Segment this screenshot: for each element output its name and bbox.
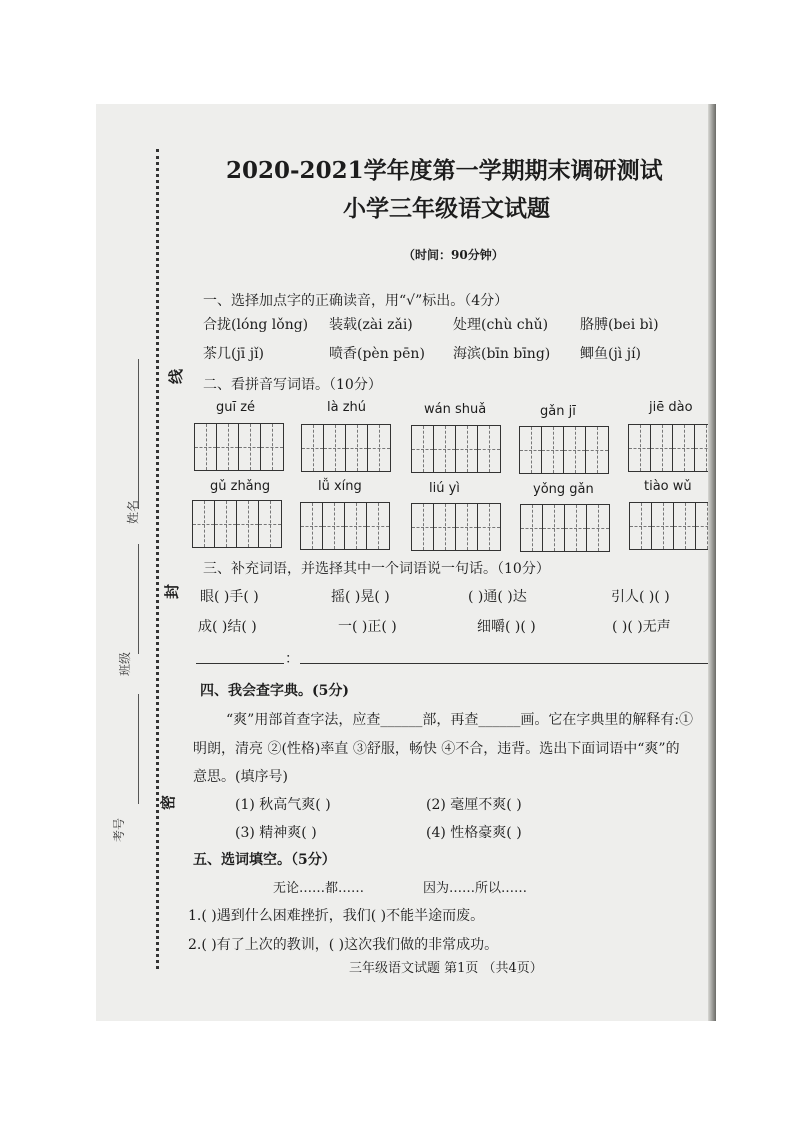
exam-time: （时间：90分钟） <box>403 248 504 262</box>
q1-item: 茶几(jī jǐ) <box>203 346 265 362</box>
q1-item: 处理(chù chǔ) <box>453 317 549 333</box>
pinyin-prompt: là zhú <box>327 400 367 415</box>
q5-line: 1.( )遇到什么困难挫折，我们( )不能半途而废。 <box>188 908 485 924</box>
colon: ： <box>285 651 299 667</box>
exam-subtitle: 小学三年级语文试题 <box>343 195 550 222</box>
writing-grid[interactable] <box>300 502 390 550</box>
q4-item: (4) 性格豪爽( ) <box>426 825 522 841</box>
q1-item: 喷香(pèn pēn) <box>329 346 425 362</box>
name-fill-line <box>138 359 139 509</box>
writing-grid[interactable] <box>194 423 284 471</box>
exam-no-fill-line <box>138 694 139 804</box>
pinyin-prompt: lǚ xíng <box>318 479 362 494</box>
pinyin-prompt: tiào wǔ <box>644 479 692 494</box>
q4-item: (3) 精神爽( ) <box>235 825 317 841</box>
pinyin-prompt: guī zé <box>216 400 256 415</box>
q5-option: 因为……所以…… <box>423 881 528 896</box>
class-label: 班级 <box>118 651 132 676</box>
q5-option: 无论……都…… <box>273 881 365 896</box>
q1-item: 鲫鱼(jì jí) <box>580 346 642 362</box>
writing-grid[interactable] <box>628 424 715 472</box>
writing-grid[interactable] <box>411 503 501 551</box>
q3-blank-item: 引人( )( ) <box>611 589 670 605</box>
exam-title: 2020-2021学年度第一学期期末调研测试 <box>226 157 663 184</box>
exam-no-label: 考号 <box>112 817 126 842</box>
pinyin-prompt: liú yì <box>429 481 460 496</box>
q4-item: (1) 秋高气爽( ) <box>235 797 331 813</box>
seal-mark-mi: 密 <box>159 794 178 811</box>
seal-mark-feng: 封 <box>163 583 182 600</box>
q3-blank-item: 一( )正( ) <box>338 619 397 635</box>
writing-grid[interactable] <box>192 500 282 548</box>
q5-line: 2.( )有了上次的教训，( )这次我们做的非常成功。 <box>188 937 499 953</box>
q3-blank-item: 成( )结( ) <box>198 619 257 635</box>
q1-item: 合拢(lóng lǒng) <box>203 317 309 333</box>
pinyin-prompt: gǎn jī <box>540 404 576 419</box>
pinyin-prompt: jiē dào <box>649 400 693 415</box>
sentence-line[interactable] <box>300 663 715 664</box>
q4-heading: 四、我会查字典。(5分) <box>200 683 349 699</box>
q3-blank-item: ( )通( )达 <box>468 589 527 605</box>
q4-item: (2) 毫厘不爽( ) <box>426 797 522 813</box>
pinyin-prompt: gǔ zhǎng <box>210 479 271 494</box>
paper-shadow-edge <box>708 104 716 1021</box>
q3-blank-item: 摇( )晃( ) <box>331 589 390 605</box>
q3-blank-item: 细嚼( )( ) <box>477 619 536 635</box>
q1-heading: 一、选择加点字的正确读音，用“√”标出。（4分） <box>203 293 509 309</box>
q1-item: 胳膊(bei bì) <box>580 317 659 333</box>
writing-grid[interactable] <box>520 504 610 552</box>
sentence-word-line[interactable] <box>196 663 284 664</box>
seal-dotted-line <box>156 149 159 969</box>
seal-mark-line: 线 <box>167 368 186 385</box>
q1-item: 海滨(bīn bīng) <box>453 346 551 362</box>
q5-heading: 五、选词填空。（5分） <box>193 852 336 868</box>
name-label: 姓名 <box>126 499 140 524</box>
writing-grid[interactable] <box>519 426 609 474</box>
q4-paragraph: “爽”用部首查字法，应查______部，再查______画。它在字典里的解释有:① <box>226 712 694 728</box>
q3-blank-item: 眼( )手( ) <box>200 589 259 605</box>
writing-grid[interactable] <box>629 502 715 550</box>
class-fill-line <box>138 544 139 654</box>
q3-blank-item: ( )( )无声 <box>612 619 671 635</box>
writing-grid[interactable] <box>301 424 391 472</box>
q1-item: 装载(zài zǎi) <box>329 317 413 333</box>
page-footer: 三年级语文试题 第1页 （共4页） <box>349 961 543 976</box>
writing-grid[interactable] <box>411 425 501 473</box>
q3-heading: 三、补充词语，并选择其中一个词语说一句话。（10分） <box>203 561 550 577</box>
pinyin-prompt: yǒng gǎn <box>533 482 594 497</box>
exam-paper <box>96 104 715 1021</box>
q2-heading: 二、看拼音写词语。（10分） <box>203 377 382 393</box>
q4-paragraph: 明朗，清亮 ②(性格)率直 ③舒服，畅快 ④不合，违背。选出下面词语中“爽”的 <box>193 741 680 757</box>
q4-paragraph: 意思。(填序号) <box>193 769 288 785</box>
pinyin-prompt: wán shuǎ <box>424 402 487 417</box>
